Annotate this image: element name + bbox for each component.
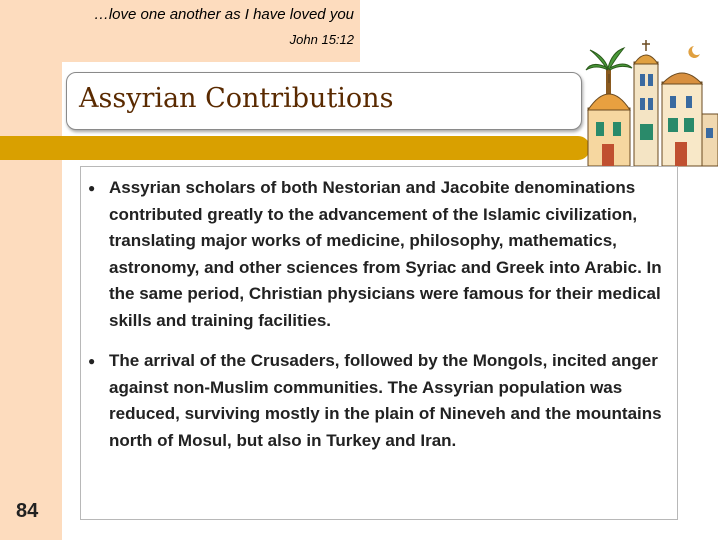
bullet-icon: ●: [88, 181, 96, 195]
bullet-list: [81, 175, 664, 468]
scripture-reference: John 15:12: [289, 32, 354, 47]
middle-eastern-town-icon: [584, 38, 718, 170]
title-box: [66, 72, 582, 130]
bullet-icon: ●: [88, 354, 96, 368]
bullet-item: [81, 348, 664, 454]
scripture-quote: …love one another as I have loved you: [93, 6, 354, 23]
page-number: 84: [16, 500, 39, 522]
bullet-text: The arrival of the Crusaders, followed by the Mongols, incited anger against non-Muslim communities. The Assyrian population was reduced, surviving mostly in the plain of Nineveh and the mountains north of Mosul, but also in Turkey and Iran.: [109, 351, 662, 450]
bullet-item: [81, 175, 664, 334]
slide-title: Assyrian Contributions: [79, 83, 394, 114]
left-side-panel: [0, 0, 62, 540]
bullet-text: Assyrian scholars of both Nestorian and Jacobite denominations contributed greatly to the advancement of the Islamic civilization, translating major works of medicine, philosophy, mathematics, astronomy, and other sciences from Syriac and Greek into Arabic. In the same period, Christian physicians were famous for their medical skills and training facilities.: [109, 178, 662, 330]
title-accent-band: [0, 136, 590, 160]
content-box: [80, 166, 678, 520]
quote-banner: [0, 0, 360, 62]
